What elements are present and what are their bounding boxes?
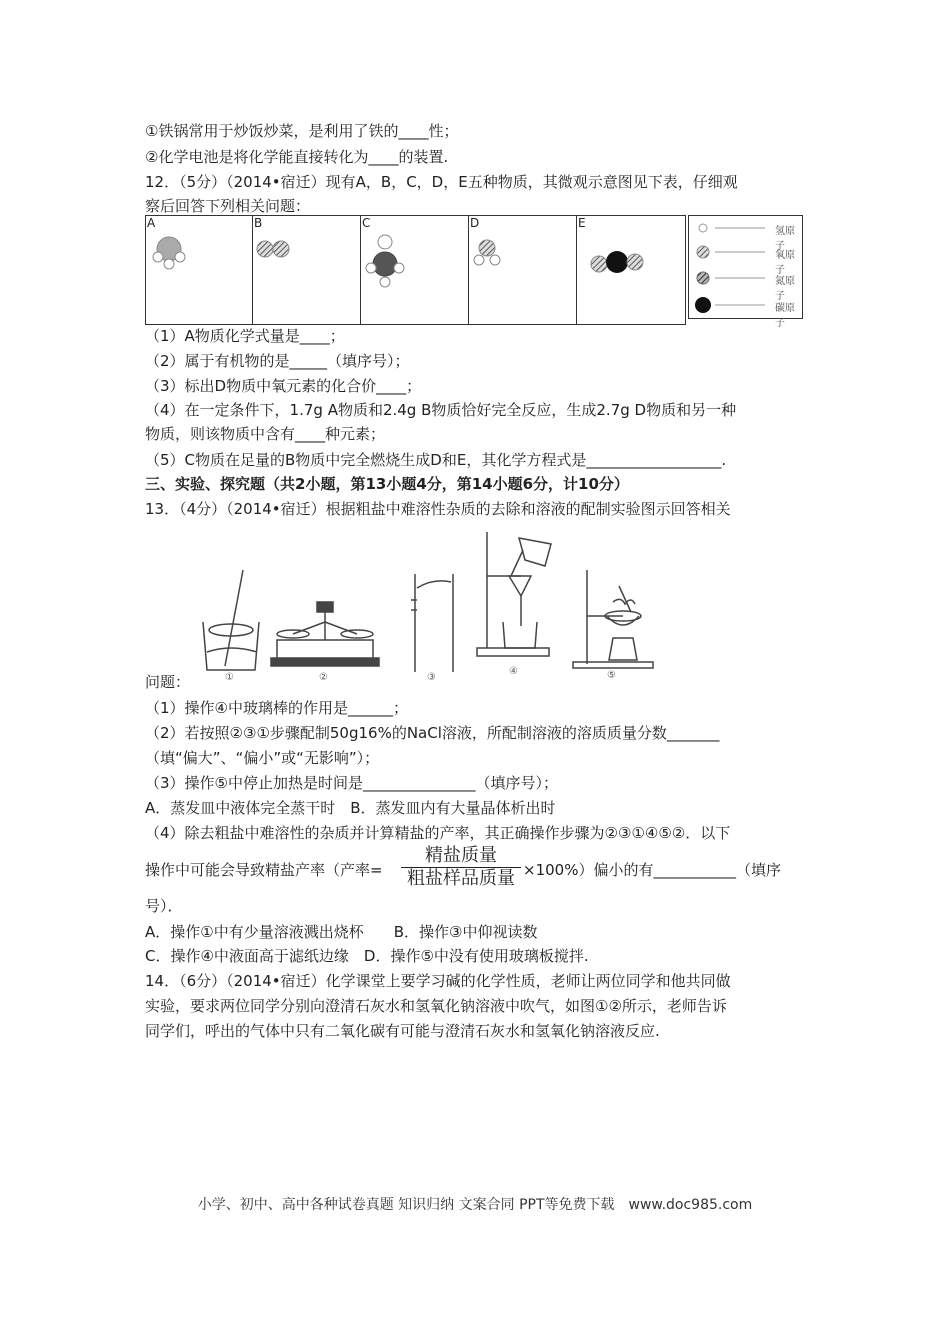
molecule-table xyxy=(145,215,686,325)
q12-4-cont: 物质，则该物质中含有____种元素； xyxy=(145,425,386,443)
fraction-numerator: 精盐质量 xyxy=(401,845,521,868)
q13-4-cont: 号）． xyxy=(145,897,183,915)
q13-2-cont: （填“偏大”、“偏小”或“无影响”）； xyxy=(145,749,380,767)
apparatus-balance-icon xyxy=(271,602,379,666)
atom-legend xyxy=(688,215,803,329)
q13-4-option-ab: A．操作①中有少量溶液溅出烧杯 B．操作③中仰视读数 xyxy=(145,923,538,941)
q13-stem-cont: 问题： xyxy=(145,673,191,691)
apparatus-label-1: ① xyxy=(225,672,234,680)
yield-fraction xyxy=(401,845,521,890)
apparatus-evaporation-icon xyxy=(573,570,653,668)
cell-label: E xyxy=(578,216,586,230)
legend-nitrogen: 氮原子 xyxy=(775,276,795,302)
q12-2: （2）属于有机物的是_____（填序号）； xyxy=(145,352,410,370)
apparatus-graduated-cylinder-icon xyxy=(411,574,453,672)
cell-c xyxy=(361,216,469,325)
legend-hydrogen: 氢原子 xyxy=(775,226,795,252)
q13-2: （2）若按照②③①步骤配制50g16%的NaCl溶液，所配制溶液的溶质质量分数_______ xyxy=(145,724,720,742)
q14-stem: 14．（6分）（2014•宿迁）化学课堂上要学习碱的化学性质，老师让两位同学和他共同做 xyxy=(145,972,731,990)
cell-d xyxy=(469,216,577,325)
q13-3: （3）操作⑤中停止加热是时间是_______________（填序号）； xyxy=(145,774,558,792)
cell-label: B xyxy=(254,216,263,230)
q12-5: （5）C物质在足量的B物质中完全燃烧生成D和E，其化学方程式是__________________. xyxy=(145,451,727,469)
cell-label: C xyxy=(362,216,371,230)
molecule-d-icon xyxy=(469,216,576,320)
section-3-heading: 三、实验、探究题（共2小题，第13小题4分，第14小题6分，计10分） xyxy=(145,475,629,493)
cell-label: A xyxy=(147,216,156,230)
cell-e xyxy=(577,216,686,325)
fraction-denominator: 粗盐样品质量 xyxy=(407,868,515,889)
page-footer: 小学、初中、高中各种试卷真题 知识归纳 文案合同 PPT等免费下载 www.doc985.com xyxy=(197,1197,753,1213)
lab-apparatus-figure xyxy=(195,530,685,680)
legend-oxygen: 氧原子 xyxy=(775,250,795,276)
cell-b xyxy=(253,216,361,325)
q12-stem: 12．（5分）（2014•宿迁）现有A，B，C，D，E五种物质，其微观示意图见下表，仔细观 xyxy=(145,173,738,191)
q13-4-yield-post: ×100%）偏小的有___________（填序 xyxy=(523,861,781,879)
q14-stem-3: 同学们，呼出的气体中只有二氧化碳有可能与澄清石灰水和氢氧化钠溶液反应. xyxy=(145,1022,660,1040)
cell-a xyxy=(146,216,253,325)
line-1: ①铁锅常用于炒饭炒菜，是利用了铁的____性； xyxy=(145,122,459,140)
q12-1: （1）A物质化学式量是____； xyxy=(145,327,345,345)
q13-4-yield-pre: 操作中可能会导致精盐产率（产率= xyxy=(145,861,383,879)
legend-carbon: 碳原子 xyxy=(775,303,795,329)
apparatus-label-4: ④ xyxy=(509,666,518,677)
line-2: ②化学电池是将化学能直接转化为____的装置. xyxy=(145,148,449,166)
q13-1: （1）操作④中玻璃棒的作用是______； xyxy=(145,699,408,717)
apparatus-beaker-icon xyxy=(203,570,259,670)
q13-3-options: A．蒸发皿中液体完全蒸干时 B．蒸发皿内有大量晶体析出时 xyxy=(145,799,556,817)
q12-3: （3）标出D物质中氧元素的化合价____； xyxy=(145,377,422,395)
apparatus-filtration-icon xyxy=(477,532,551,656)
molecule-a-icon xyxy=(146,216,252,320)
q13-4-option-cd: C．操作④中液面高于滤纸边缘 D．操作⑤中没有使用玻璃板搅拌. xyxy=(145,947,589,965)
q13-4: （4）除去粗盐中难溶性的杂质并计算精盐的产率，其正确操作步骤为②③①④⑤②．以下 xyxy=(145,824,731,842)
q12-4: （4）在一定条件下，1.7g A物质和2.4g B物质恰好完全反应，生成2.7g D物质和另一种 xyxy=(145,401,737,419)
cell-label: D xyxy=(470,216,480,230)
q12-stem-cont: 察后回答下列相关问题： xyxy=(145,197,311,215)
molecule-c-icon xyxy=(361,216,468,320)
molecule-b-icon xyxy=(253,216,360,320)
apparatus-label-5: ⑤ xyxy=(607,670,616,680)
molecule-e-icon xyxy=(577,216,685,320)
apparatus-label-3: ③ xyxy=(427,672,436,680)
q14-stem-2: 实验，要求两位同学分别向澄清石灰水和氢氧化钠溶液中吹气，如图①②所示，老师告诉 xyxy=(145,997,727,1015)
q13-stem: 13．（4分）（2014•宿迁）根据粗盐中难溶性杂质的去除和溶液的配制实验图示回答相关 xyxy=(145,500,731,518)
apparatus-label-2: ② xyxy=(319,672,328,680)
